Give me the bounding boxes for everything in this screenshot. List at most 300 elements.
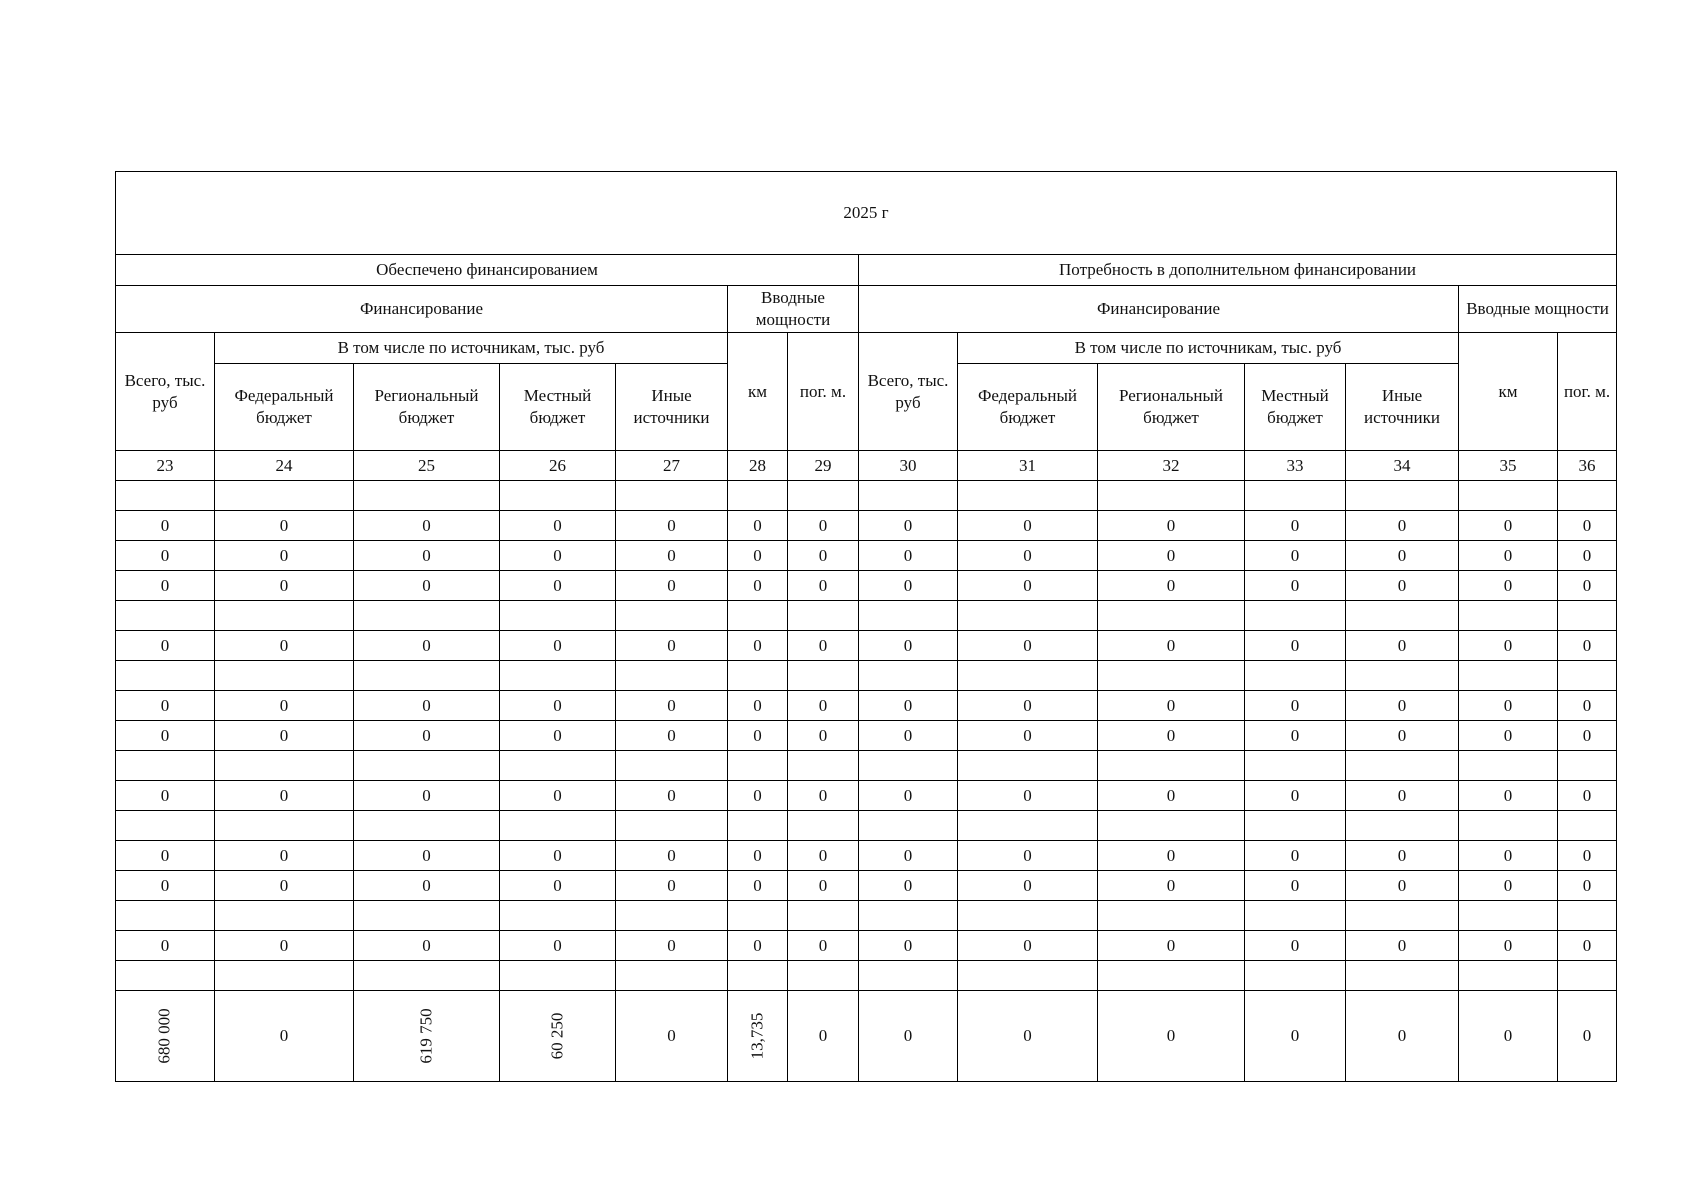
cell-value: 27	[663, 455, 680, 475]
cell-value: 26	[549, 455, 566, 475]
table-cell	[1459, 931, 1558, 961]
cell-value: 0	[1397, 695, 1407, 715]
table-cell	[1459, 541, 1558, 571]
by-sources-header-secured: В том числе по источникам, тыс. руб	[215, 333, 728, 364]
column-number-row	[116, 451, 1617, 481]
cell-value: 0	[1166, 1026, 1176, 1045]
cell-value: 0	[667, 875, 676, 895]
table-cell	[1459, 961, 1558, 991]
table-cell	[859, 451, 958, 481]
capacities-header-additional: Вводные мощности	[1459, 286, 1617, 333]
table-cell	[1098, 511, 1245, 541]
table-cell	[500, 571, 616, 601]
table-cell	[354, 721, 500, 751]
cell-value: 0	[753, 875, 762, 895]
table-row	[116, 901, 1617, 931]
cell-value: 0	[279, 845, 289, 865]
table-cell	[354, 901, 500, 931]
cell-value: 0	[1023, 785, 1032, 805]
table-cell	[1346, 841, 1459, 871]
table-cell	[500, 811, 616, 841]
table-cell	[1558, 541, 1617, 571]
table-cell	[1098, 451, 1245, 481]
table-cell	[728, 901, 788, 931]
table-row	[116, 601, 1617, 631]
table-cell	[116, 781, 215, 811]
cell-value: 33	[1286, 455, 1304, 475]
table-cell	[788, 751, 859, 781]
cell-value: 0	[818, 1026, 828, 1045]
table-cell	[1459, 511, 1558, 541]
table-cell	[116, 871, 215, 901]
table-cell	[788, 601, 859, 631]
table-cell	[859, 871, 958, 901]
table-cell	[616, 751, 728, 781]
col-pog-secured: пог. м.	[788, 333, 859, 451]
table-cell	[354, 871, 500, 901]
cell-value: 0	[1290, 935, 1300, 955]
cell-value: 0	[422, 725, 431, 745]
table-cell	[1346, 661, 1459, 691]
table-cell	[859, 931, 958, 961]
cell-value: 0	[753, 785, 762, 805]
cell-value: 0	[1023, 935, 1032, 955]
col-other-secured: Иные источники	[616, 364, 728, 451]
cell-value: 680 000	[155, 1008, 174, 1064]
cell-value: 0	[1290, 845, 1300, 865]
table-cell	[1098, 601, 1245, 631]
cell-value: 0	[1023, 845, 1032, 865]
table-cell	[616, 991, 728, 1082]
table-cell	[215, 991, 354, 1082]
table-cell	[1558, 871, 1617, 901]
cell-value: 0	[1290, 515, 1300, 535]
cell-value: 0	[1503, 845, 1513, 865]
table-cell	[788, 871, 859, 901]
table-cell	[1098, 901, 1245, 931]
financing-table	[115, 171, 1617, 1082]
cell-value: 0	[422, 875, 431, 895]
cell-value: 0	[753, 515, 762, 535]
table-cell	[116, 841, 215, 871]
table-cell	[1245, 811, 1346, 841]
cell-value: 34	[1393, 455, 1411, 475]
table-cell	[500, 511, 616, 541]
table-cell	[1098, 841, 1245, 871]
col-regional-additional: Региональный бюджет	[1098, 364, 1245, 451]
cell-value: 0	[422, 635, 431, 655]
cell-value: 0	[553, 545, 562, 565]
table-cell	[1245, 601, 1346, 631]
cell-value: 0	[818, 845, 828, 865]
cell-value: 0	[1503, 1026, 1513, 1045]
table-cell	[859, 961, 958, 991]
table-cell	[616, 721, 728, 751]
table-cell	[1558, 931, 1617, 961]
table-cell	[500, 451, 616, 481]
table-cell	[1558, 481, 1617, 511]
table-row	[116, 721, 1617, 751]
table-cell	[1346, 631, 1459, 661]
table-cell	[1459, 841, 1558, 871]
table-cell	[859, 661, 958, 691]
table-cell	[1459, 991, 1558, 1082]
table-cell	[958, 631, 1098, 661]
cell-value: 0	[1582, 725, 1592, 745]
cell-value: 0	[818, 875, 828, 895]
cell-value: 31	[1019, 455, 1036, 475]
table-cell	[1558, 901, 1617, 931]
table-cell	[1098, 721, 1245, 751]
table-cell	[215, 751, 354, 781]
table-cell	[859, 601, 958, 631]
cell-value: 0	[667, 695, 676, 715]
table-cell	[1346, 571, 1459, 601]
cell-value: 24	[275, 455, 293, 475]
table-cell	[500, 661, 616, 691]
cell-value: 0	[1397, 545, 1407, 565]
table-cell	[859, 751, 958, 781]
table-cell	[1558, 691, 1617, 721]
cell-value: 0	[279, 635, 289, 655]
cell-value: 0	[1290, 785, 1300, 805]
cell-value: 0	[1023, 725, 1032, 745]
cell-value: 0	[1166, 635, 1176, 655]
table-cell	[215, 451, 354, 481]
table-cell	[728, 751, 788, 781]
cell-value: 0	[422, 785, 431, 805]
cell-value: 0	[1582, 875, 1592, 895]
table-cell	[1346, 451, 1459, 481]
table-cell	[500, 841, 616, 871]
table-cell	[616, 601, 728, 631]
table-cell	[788, 781, 859, 811]
cell-value: 0	[1582, 515, 1592, 535]
cell-value: 0	[1166, 875, 1176, 895]
cell-value: 0	[753, 935, 762, 955]
table-cell	[1558, 601, 1617, 631]
table-cell	[616, 841, 728, 871]
cell-value: 0	[1582, 695, 1592, 715]
cell-value: 0	[903, 635, 913, 655]
table-cell	[215, 511, 354, 541]
table-cell	[116, 631, 215, 661]
cell-value: 0	[422, 575, 431, 595]
table-cell	[215, 841, 354, 871]
table-cell	[1245, 661, 1346, 691]
table-cell	[728, 571, 788, 601]
col-pog-additional: пог. м.	[1558, 333, 1617, 451]
table-cell	[616, 571, 728, 601]
cell-value: 0	[818, 725, 828, 745]
table-cell	[859, 631, 958, 661]
table-cell	[958, 901, 1098, 931]
cell-value: 0	[160, 515, 170, 535]
table-cell	[728, 871, 788, 901]
table-cell	[215, 481, 354, 511]
table-cell	[1558, 721, 1617, 751]
col-other-additional: Иные источники	[1346, 364, 1459, 451]
table-cell	[1346, 481, 1459, 511]
table-cell	[1459, 901, 1558, 931]
table-cell	[958, 541, 1098, 571]
table-row	[116, 571, 1617, 601]
table-cell	[859, 691, 958, 721]
cell-value: 0	[818, 545, 828, 565]
table-row	[116, 871, 1617, 901]
table-cell	[728, 631, 788, 661]
cell-value: 0	[1582, 1026, 1592, 1045]
table-cell	[215, 961, 354, 991]
table-cell	[1459, 631, 1558, 661]
cell-value: 0	[1582, 845, 1592, 865]
cell-value: 0	[903, 785, 913, 805]
cell-value: 0	[1023, 515, 1032, 535]
table-cell	[354, 691, 500, 721]
table-row	[116, 541, 1617, 571]
cell-value: 0	[1166, 515, 1176, 535]
cell-value: 619 750	[416, 1008, 436, 1064]
cell-value: 25	[418, 455, 435, 475]
table-cell	[215, 571, 354, 601]
cell-value: 0	[1166, 545, 1176, 565]
table-cell	[1459, 451, 1558, 481]
table-cell	[1245, 721, 1346, 751]
table-cell	[116, 541, 215, 571]
cell-value: 0	[160, 575, 170, 595]
cell-value: 0	[1503, 725, 1513, 745]
cell-value: 0	[1503, 935, 1513, 955]
table-row	[116, 841, 1617, 871]
table-cell	[788, 961, 859, 991]
col-km-additional: км	[1459, 333, 1558, 451]
table-cell	[116, 931, 215, 961]
cell-value: 29	[814, 455, 832, 475]
cell-value: 0	[903, 935, 913, 955]
table-cell	[1098, 781, 1245, 811]
table-cell	[616, 871, 728, 901]
cell-value: 0	[818, 515, 828, 535]
table-cell	[788, 571, 859, 601]
table-cell	[728, 991, 788, 1082]
table-cell	[1459, 781, 1558, 811]
table-cell	[1098, 931, 1245, 961]
cell-value: 60 250	[547, 1012, 567, 1060]
cell-value: 0	[753, 845, 762, 865]
table-cell	[1459, 661, 1558, 691]
table-cell	[354, 451, 500, 481]
table-cell	[958, 511, 1098, 541]
table-cell	[1346, 961, 1459, 991]
table-cell	[500, 721, 616, 751]
table-cell	[354, 631, 500, 661]
cell-value: 0	[667, 545, 676, 565]
table-cell	[1346, 991, 1459, 1082]
cell-value: 0	[1582, 545, 1592, 565]
table-cell	[1245, 931, 1346, 961]
col-federal-secured: Федеральный бюджет	[215, 364, 354, 451]
table-cell	[354, 751, 500, 781]
cell-value: 0	[553, 515, 562, 535]
table-cell	[859, 991, 958, 1082]
cell-value: 0	[422, 935, 431, 955]
cell-value: 0	[1503, 575, 1513, 595]
cell-value: 0	[903, 875, 913, 895]
table-cell	[1245, 691, 1346, 721]
table-cell	[616, 931, 728, 961]
table-cell	[788, 511, 859, 541]
table-cell	[958, 991, 1098, 1082]
table-cell	[116, 481, 215, 511]
table-cell	[1098, 481, 1245, 511]
cell-value: 0	[553, 785, 562, 805]
cell-value: 0	[1023, 1026, 1032, 1045]
table-cell	[1459, 571, 1558, 601]
table-cell	[616, 811, 728, 841]
table-cell	[1558, 841, 1617, 871]
table-cell	[728, 691, 788, 721]
table-cell	[354, 781, 500, 811]
table-cell	[1346, 601, 1459, 631]
cell-value: 0	[1290, 545, 1300, 565]
cell-value: 0	[1023, 875, 1032, 895]
table-row	[116, 631, 1617, 661]
table-cell	[1245, 991, 1346, 1082]
table-cell	[1245, 751, 1346, 781]
cell-value: 0	[279, 515, 289, 535]
cell-value: 0	[553, 845, 562, 865]
table-cell	[1459, 871, 1558, 901]
table-cell	[728, 841, 788, 871]
cell-value: 0	[1023, 635, 1032, 655]
table-cell	[500, 481, 616, 511]
cell-value: 0	[279, 935, 289, 955]
table-cell	[958, 661, 1098, 691]
cell-value: 0	[160, 845, 170, 865]
table-cell	[859, 841, 958, 871]
table-cell	[859, 721, 958, 751]
table-cell	[1558, 961, 1617, 991]
cell-value: 0	[160, 935, 170, 955]
cell-value: 0	[753, 575, 762, 595]
cell-value: 0	[1166, 725, 1176, 745]
table-cell	[728, 721, 788, 751]
table-cell	[859, 571, 958, 601]
cell-value: 0	[1397, 875, 1407, 895]
cell-value: 0	[1397, 845, 1407, 865]
cell-value: 0	[1166, 575, 1176, 595]
table-cell	[354, 601, 500, 631]
table-cell	[1558, 781, 1617, 811]
col-local-additional: Местный бюджет	[1245, 364, 1346, 451]
table-cell	[728, 601, 788, 631]
cell-value: 0	[667, 785, 676, 805]
table-cell	[788, 631, 859, 661]
table-cell	[958, 841, 1098, 871]
cell-value: 32	[1162, 455, 1180, 475]
table-cell	[1245, 781, 1346, 811]
table-cell	[958, 571, 1098, 601]
cell-value: 0	[1290, 725, 1300, 745]
table-cell	[1245, 841, 1346, 871]
cell-value: 0	[1290, 635, 1300, 655]
table-row	[116, 661, 1617, 691]
table-cell	[116, 901, 215, 931]
table-cell	[500, 871, 616, 901]
cell-value: 0	[1290, 575, 1300, 595]
totals-row	[116, 991, 1617, 1082]
table-cell	[215, 601, 354, 631]
cell-value: 0	[818, 695, 828, 715]
table-row	[116, 511, 1617, 541]
table-cell	[728, 481, 788, 511]
cell-value: 0	[279, 1026, 289, 1045]
table-cell	[1558, 451, 1617, 481]
table-cell	[116, 511, 215, 541]
table-cell	[1459, 811, 1558, 841]
cell-value: 0	[667, 725, 676, 745]
table-cell	[616, 481, 728, 511]
cell-value: 30	[899, 455, 917, 475]
table-cell	[1346, 781, 1459, 811]
cell-value: 0	[160, 725, 170, 745]
cell-value: 0	[903, 725, 913, 745]
table-cell	[788, 721, 859, 751]
cell-value: 0	[1166, 845, 1176, 865]
cell-value: 0	[422, 545, 431, 565]
table-cell	[616, 781, 728, 811]
table-cell	[788, 661, 859, 691]
table-cell	[788, 691, 859, 721]
table-cell	[215, 691, 354, 721]
table-cell	[958, 871, 1098, 901]
cell-value: 0	[1397, 635, 1407, 655]
table-cell	[728, 961, 788, 991]
table-cell	[728, 661, 788, 691]
table-cell	[354, 961, 500, 991]
capacities-header-secured: Вводные мощности	[728, 286, 859, 333]
table-cell	[116, 661, 215, 691]
cell-value: 36	[1578, 455, 1596, 475]
table-cell	[1098, 961, 1245, 991]
table-cell	[788, 841, 859, 871]
cell-value: 0	[1582, 635, 1592, 655]
table-cell	[354, 481, 500, 511]
cell-value: 0	[903, 695, 913, 715]
cell-value: 0	[160, 545, 170, 565]
cell-value: 0	[279, 695, 289, 715]
table-cell	[958, 451, 1098, 481]
cell-value: 0	[160, 875, 170, 895]
table-cell	[354, 571, 500, 601]
cell-value: 0	[553, 725, 562, 745]
cell-value: 0	[1290, 875, 1300, 895]
secured-financing-header: Обеспечено финансированием	[116, 255, 859, 286]
cell-value: 13,735	[747, 1012, 767, 1060]
table-cell	[354, 931, 500, 961]
table-row	[116, 481, 1617, 511]
cell-value: 0	[903, 545, 913, 565]
table-cell	[616, 631, 728, 661]
cell-value: 0	[1290, 1026, 1300, 1045]
table-cell	[354, 661, 500, 691]
table-cell	[958, 601, 1098, 631]
cell-value: 0	[1397, 1026, 1407, 1045]
cell-value: 0	[279, 545, 289, 565]
table-cell	[354, 811, 500, 841]
table-cell	[788, 931, 859, 961]
table-cell	[728, 511, 788, 541]
